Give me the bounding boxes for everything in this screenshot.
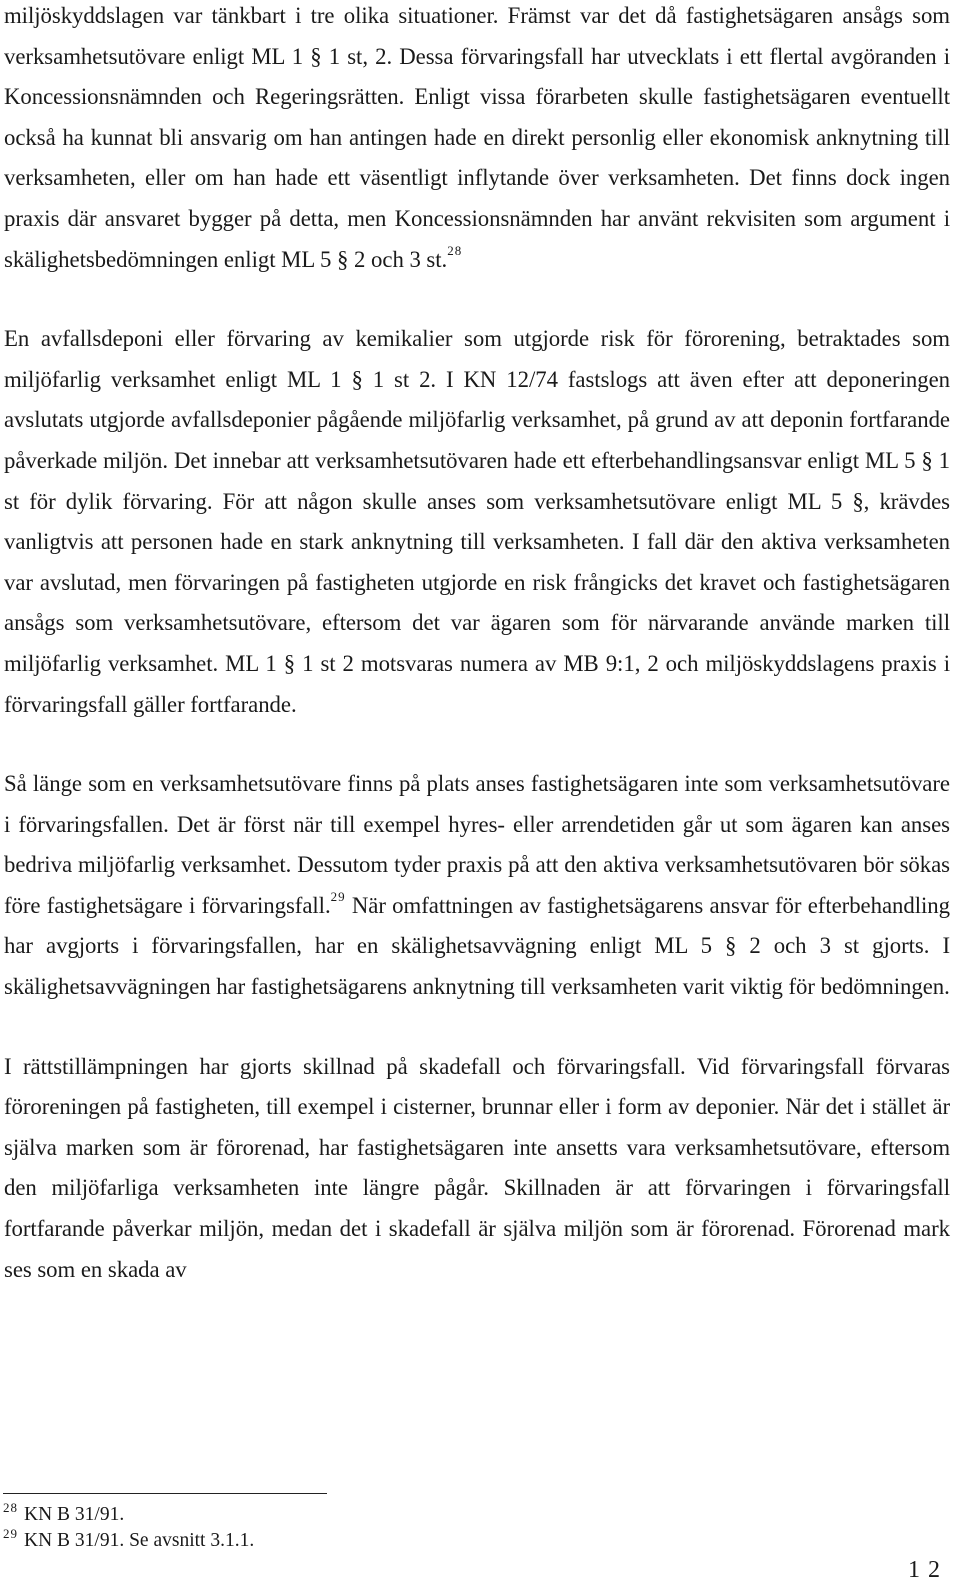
footnote-reference-29[interactable]: 29 bbox=[330, 889, 346, 905]
paragraph-3 bbox=[4, 764, 950, 1008]
paragraph-text: I rättstillämpningen har gjorts skillnad på skadefall och förvaringsfall. Vid förvaringsfall förvaras föroreningen på fastigheten, till exempel i cisterner, brunnar eller i form av deponier. När det i stället är själva marken som är förorenad, har fastighetsägaren inte ansetts vara verksamhetsutövare, eftersom den miljöfarliga verksamheten inte längre pågår. Skillnaden är att förvaringen i förvaringsfall fortfarande påverkar miljön, medan det i skadefall är själva miljön som är förorenad. Förorenad mark ses som en skada av bbox=[4, 1053, 950, 1282]
paragraph-text: miljöskyddslagen var tänkbart i tre olika situationer. Främst var det då fastighetsägaren ansågs som verksamhetsutövare enligt ML 1 § 1 st, 2. Dessa förvaringsfall har utvecklats i ett flertal avgöranden i Koncessionsnämnden och Regeringsrätten. Enligt vissa förarbeten skulle fastighetsägaren eventuellt också ha kunnat bli ansvarig om han antingen hade en direkt personlig eller ekonomisk anknytning till verksamheten, eller om han hade ett väsentligt inflytande över verksamheten. Det finns dock ingen praxis där ansvaret bygger på detta, men Koncessionsnämnden har använt rekvisiten som argument i skälighetsbedömningen enligt ML 5 § 2 och 3 st. bbox=[4, 3, 950, 272]
paragraph-text: När omfattningen av fastighetsägarens ansvar för efterbehandling har avgjorts i förvaringsfallen, har en skälighetsavvägning enligt ML 5 § 2 och 3 st gjorts. I skälighetsavvägningen har fastighetsägarens anknytning till verksamheten varit viktig för bedömningen. bbox=[4, 892, 951, 1000]
footnote-mark: 28 bbox=[3, 1500, 18, 1515]
footnote-28 bbox=[3, 1502, 703, 1528]
paragraph-text: En avfallsdeponi eller förvaring av kemikalier som utgjorde risk för förorening, betraktades som miljöfarlig verksamhet enligt ML 1 § 1 st 2. I KN 12/74 fastslogs att även efter att deponeringen avslutats utgjorde avfallsdeponier pågående miljöfarlig verksamhet, på grund av att deponin fortfarande påverkade miljön. Det innebar att verksamhetsutövaren hade ett efterbehandlingsansvar enligt ML 5 § 1 st för dylik förvaring. För att någon skulle anses som verksamhetsutövare enligt ML 5 §, krävdes vanligtvis att personen hade en stark anknytning till verksamheten. I fall där den aktiva verksamheten var avslutad, men förvaringen på fastigheten utgjorde en risk frångicks det kravet och fastighetsägaren ansågs som verksamhetsutövare, eftersom det var ägaren som för närvarande använde marken till miljöfarlig verksamhet. ML 1 § 1 st 2 motsvaras numera av MB 9:1, 2 och miljöskyddslagens praxis i förvaringsfall gäller fortfarande. bbox=[4, 326, 950, 717]
paragraph-1 bbox=[4, 0, 950, 280]
page-number: 12 bbox=[908, 1557, 948, 1583]
footnote-divider bbox=[3, 1493, 327, 1494]
footnote-text: KN B 31/91. bbox=[24, 1504, 125, 1525]
footnote-text: KN B 31/91. Se avsnitt 3.1.1. bbox=[24, 1530, 255, 1551]
footnote-reference-28[interactable]: 28 bbox=[447, 242, 463, 258]
paragraph-2 bbox=[4, 319, 950, 725]
paragraph-4 bbox=[4, 1047, 950, 1291]
footnote-mark: 29 bbox=[3, 1526, 18, 1541]
paragraph-text: Så länge som en verksamhetsutövare finns på plats anses fastighetsägaren inte som verksamhetsutövare i förvaringsfallen. Det är först när till exempel hyres- eller arrendetiden går ut som ägaren kan anses bedriva miljöfarlig verksamhet. Dessutom tyder praxis på att den aktiva verksamhetsutövaren bör sökas före fastighetsägare i förvaringsfall. bbox=[4, 771, 950, 918]
footnotes bbox=[3, 1502, 703, 1554]
body-text bbox=[4, 0, 950, 1290]
footnote-29 bbox=[3, 1528, 703, 1554]
